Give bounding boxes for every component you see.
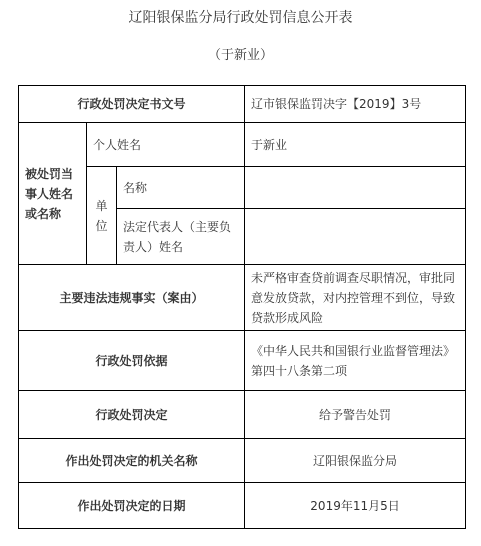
unit-name-label: 名称 [117, 167, 245, 209]
individual-name-label: 个人姓名 [87, 123, 245, 167]
doc-number-value: 辽市银保监罚决字【2019】3号 [245, 86, 466, 123]
table-row [19, 265, 466, 331]
date-label: 作出处罚决定的日期 [19, 483, 245, 529]
basis-label: 行政处罚依据 [19, 331, 245, 391]
table-row [19, 123, 466, 167]
legal-rep-value [245, 209, 466, 265]
table-row [19, 439, 466, 483]
doc-number-label: 行政处罚决定书文号 [19, 86, 245, 123]
decision-value: 给予警告处罚 [245, 391, 466, 439]
penalty-info-table [18, 85, 466, 529]
authority-value: 辽阳银保监分局 [245, 439, 466, 483]
table-row [19, 167, 466, 209]
decision-label: 行政处罚决定 [19, 391, 245, 439]
table-row [19, 391, 466, 439]
violation-value: 未严格审查贷前调查尽职情况，审批同意发放贷款，对内控管理不到位，导致贷款形成风险 [245, 265, 466, 331]
individual-name-value: 于新业 [245, 123, 466, 167]
table-row [19, 483, 466, 529]
basis-value: 《中华人民共和国银行业监督管理法》第四十八条第二项 [245, 331, 466, 391]
table-row [19, 331, 466, 391]
authority-label: 作出处罚决定的机关名称 [19, 439, 245, 483]
table-row [19, 86, 466, 123]
page-title: 辽阳银保监分局行政处罚信息公开表 [128, 10, 353, 26]
party-label: 被处罚当事人姓名或名称 [19, 123, 87, 265]
date-value: 2019年11月5日 [245, 483, 466, 529]
unit-name-value [245, 167, 466, 209]
legal-rep-label: 法定代表人（主要负责人）姓名 [117, 209, 245, 265]
page-subtitle: （于新业） [207, 48, 273, 63]
violation-label: 主要违法违规事实（案由） [19, 265, 245, 331]
unit-label-cell [87, 167, 117, 265]
unit-label: 单位 [95, 198, 108, 233]
